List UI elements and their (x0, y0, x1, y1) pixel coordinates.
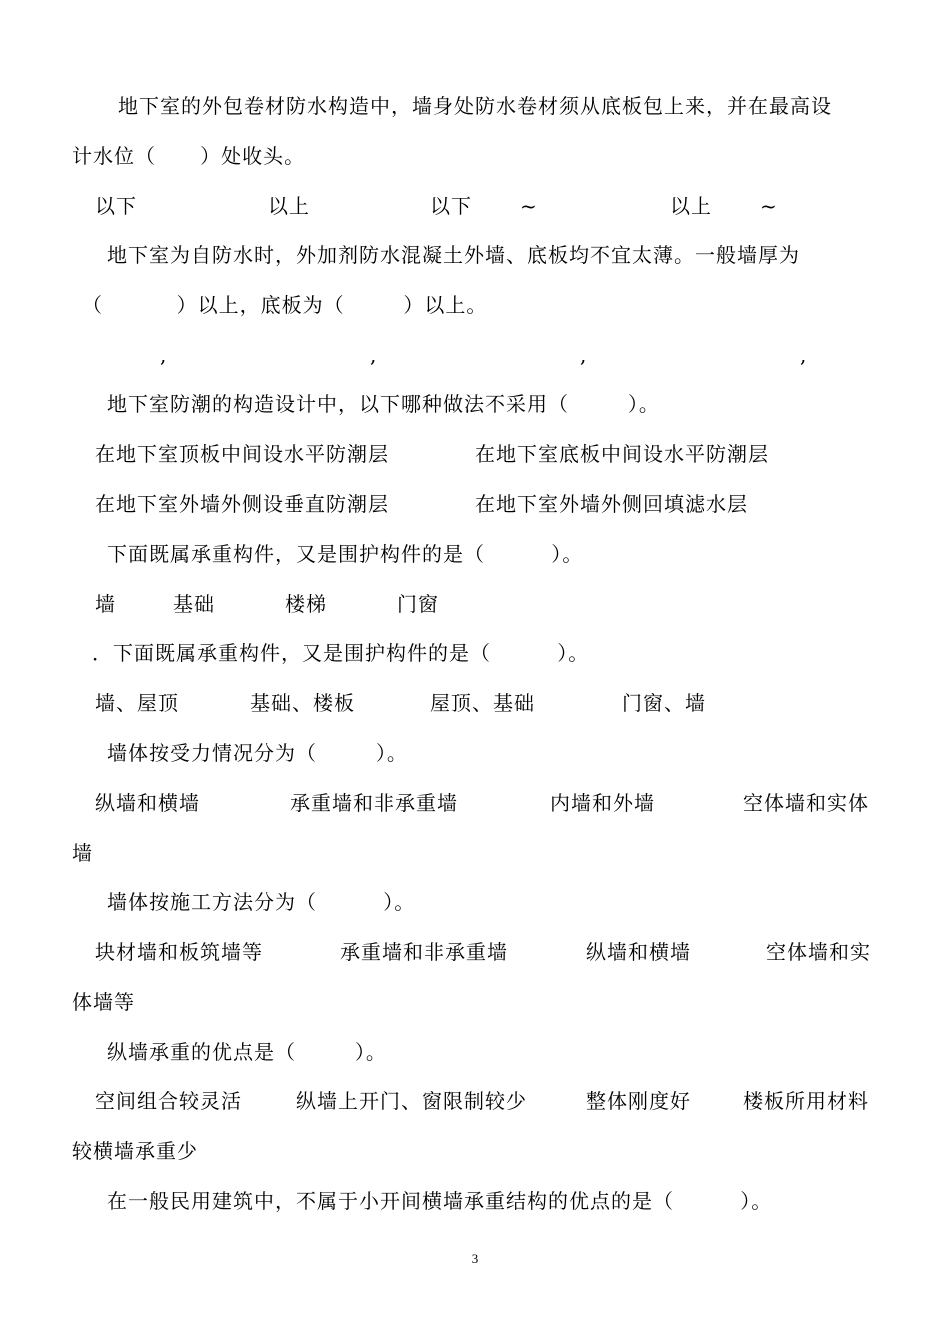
q7-option-b: 承重墙和非承重墙 (340, 940, 508, 964)
q2-option-b: , (370, 343, 378, 367)
q4-option-d: 门窗 (397, 592, 439, 616)
q4-stem: 下面既属承重构件，又是围护构件的是（ ）。 (107, 542, 584, 566)
q1-option-c: 以下 (430, 194, 472, 218)
q1-option-c-tilde: ~ (520, 194, 538, 218)
q4-option-c: 楼梯 (285, 592, 327, 616)
q1-stem-line1: 地下室的外包卷材防水构造中，墙身处防水卷材须从底板包上来，并在最高设 (118, 94, 832, 118)
q2-stem-line2: （ ）以上，底板为（ ）以上。 (82, 293, 488, 317)
page-number: 3 (471, 1251, 479, 1266)
q7-stem: 墙体按施工方法分为（ ）。 (107, 890, 416, 914)
q5-option-b: 基础、楼板 (250, 691, 355, 715)
q5-stem: ．下面既属承重构件，又是围护构件的是（ ）。 (92, 641, 590, 665)
q8-stem: 纵墙承重的优点是（ ）。 (107, 1040, 387, 1064)
q6-option-d: 空体墙和实体 (743, 791, 869, 815)
q6-stem: 墙体按受力情况分为（ ）。 (107, 741, 408, 765)
q8-option-d-wrap: 较横墙承重少 (72, 1139, 198, 1163)
q6-option-a: 纵墙和横墙 (95, 791, 200, 815)
q3-option-a: 在地下室顶板中间设水平防潮层 (95, 442, 389, 466)
q8-option-b: 纵墙上开门、窗限制较少 (296, 1089, 527, 1113)
q3-option-b: 在地下室底板中间设水平防潮层 (475, 442, 769, 466)
q7-option-d: 空体墙和实 (766, 940, 871, 964)
q8-option-a: 空间组合较灵活 (95, 1089, 242, 1113)
q2-stem-line1: 地下室为自防水时，外加剂防水混凝土外墙、底板均不宜太薄。一般墙厚为 (107, 243, 800, 267)
q9-stem: 在一般民用建筑中，不属于小开间横墙承重结构的优点的是（ ）。 (107, 1189, 773, 1213)
q7-option-d-wrap: 体墙等 (72, 990, 135, 1014)
q5-option-d: 门窗、墙 (622, 691, 706, 715)
q5-option-c: 屋顶、基础 (430, 691, 535, 715)
q3-stem: 地下室防潮的构造设计中，以下哪种做法不采用（ ）。 (107, 392, 660, 416)
q4-option-b: 基础 (173, 592, 215, 616)
q5-option-a: 墙、屋顶 (95, 691, 179, 715)
q1-option-d-tilde: ~ (760, 194, 778, 218)
q3-option-c: 在地下室外墙外侧设垂直防潮层 (95, 492, 389, 516)
q2-option-d: , (800, 343, 808, 367)
q3-option-d: 在地下室外墙外侧回填滤水层 (475, 492, 748, 516)
q1-option-b: 以上 (268, 194, 310, 218)
q6-option-c: 内墙和外墙 (550, 791, 655, 815)
q2-option-a: , (160, 343, 168, 367)
q6-option-d-wrap: 墙 (72, 841, 93, 865)
q1-option-a: 以下 (95, 194, 137, 218)
q2-option-c: , (580, 343, 588, 367)
q8-option-c: 整体刚度好 (586, 1089, 691, 1113)
q4-option-a: 墙 (95, 592, 116, 616)
q6-option-b: 承重墙和非承重墙 (290, 791, 458, 815)
q7-option-c: 纵墙和横墙 (586, 940, 691, 964)
q8-option-d: 楼板所用材料 (743, 1089, 869, 1113)
q1-option-d: 以上 (670, 194, 712, 218)
q7-option-a: 块材墙和板筑墙等 (95, 940, 263, 964)
q1-stem-line2: 计水位（ ）处收头。 (72, 144, 306, 168)
